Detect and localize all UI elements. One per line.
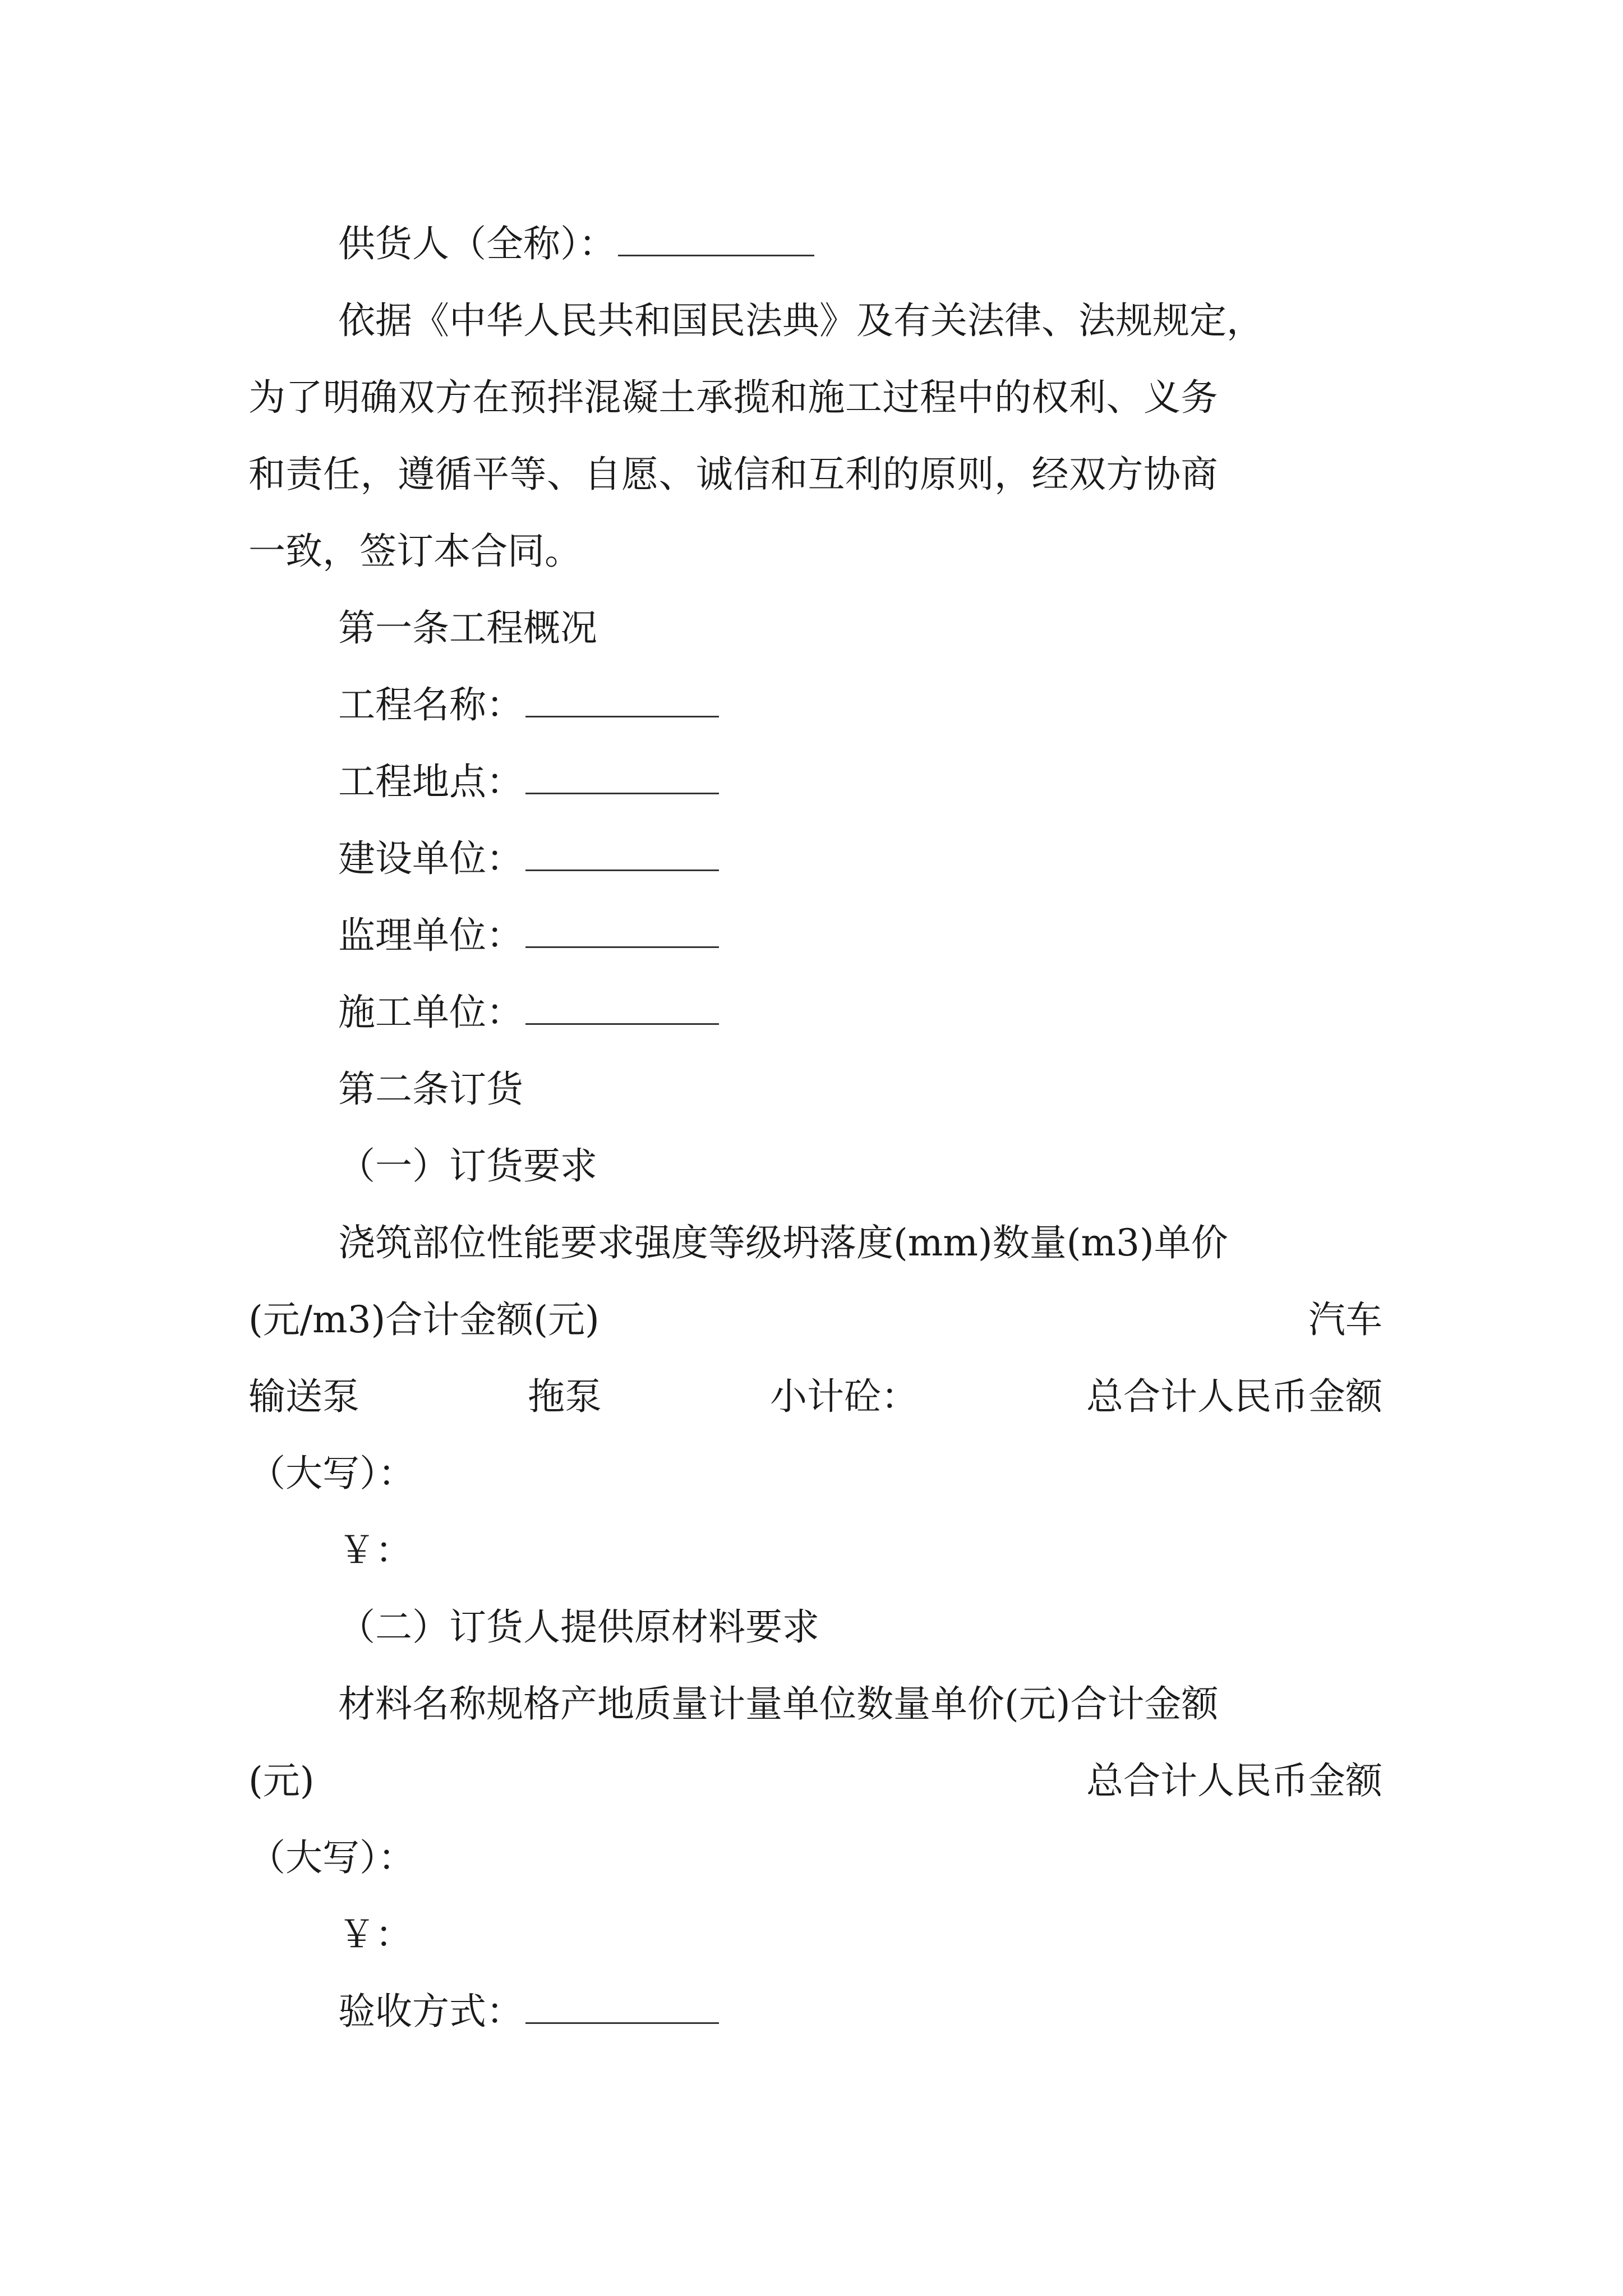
acceptance-label: 验收方式： [338,1990,523,2033]
sub2-daxie: （大写）： [248,1836,415,1879]
supervision-unit-line [338,910,719,961]
project-location-blank [525,759,719,794]
sub1-row-item: 拖泵 [528,1375,602,1418]
supplier-label: 供货人（全称）： [338,222,616,265]
construction-unit-blank [525,836,719,871]
builder-unit-line [338,987,719,1038]
sub1-row-item: 小计砼： [770,1375,918,1418]
sub1-header-line-2-right: 汽车 [1308,1298,1382,1341]
sub1-daxie: （大写）： [248,1452,415,1495]
sub1-row-item: 输送泵 [248,1375,359,1418]
sub2-header-line-2-right: 总合计人民币金额 [1086,1759,1382,1802]
builder-unit-blank [525,990,719,1025]
acceptance-line [338,1986,719,2037]
supervision-unit-label: 监理单位： [338,914,523,957]
project-location-line [338,757,719,807]
sub2-yen: ￥： [338,1913,412,1956]
project-name-label: 工程名称： [338,683,523,726]
supplier-line [338,219,814,269]
project-name-line [338,680,719,730]
sub2-header-line-1: 材料名称规格产地质量计量单位数量单价(元)合计金额 [338,1682,1219,1726]
project-location-label: 工程地点： [338,760,523,803]
sub1-row [248,1372,1382,1422]
article2-title: 第二条订货 [338,1068,523,1111]
supplier-blank [618,221,814,256]
sub1-header-line-1: 浇筑部位性能要求强度等级坍落度(mm)数量(m3)单价 [338,1221,1228,1264]
builder-unit-label: 施工单位： [338,991,523,1034]
sub1-header-line-2-left: (元/m3)合计金额(元) [248,1298,600,1341]
sub1-title: （一）订货要求 [338,1144,597,1188]
article1-title: 第一条工程概况 [338,606,597,650]
supervision-unit-blank [525,913,719,948]
project-name-blank [525,682,719,717]
sub1-row-item: 总合计人民币金额 [1086,1375,1382,1418]
intro-line-1: 依据《中华人民共和国民法典》及有关法律、法规规定， [338,299,1264,342]
acceptance-blank [525,1989,719,2024]
intro-line-2: 为了明确双方在预拌混凝土承揽和施工过程中的权利、义务 [248,376,1218,419]
sub2-header-line-2-left: (元) [248,1759,315,1802]
construction-unit-line [338,834,719,884]
construction-unit-label: 建设单位： [338,837,523,880]
intro-line-4: 一致，签订本合同。 [248,530,582,573]
sub1-yen: ￥： [338,1529,412,1572]
sub2-title: （二）订货人提供原材料要求 [338,1605,819,1649]
intro-line-3: 和责任，遵循平等、自愿、诚信和互利的原则，经双方协商 [248,453,1218,496]
